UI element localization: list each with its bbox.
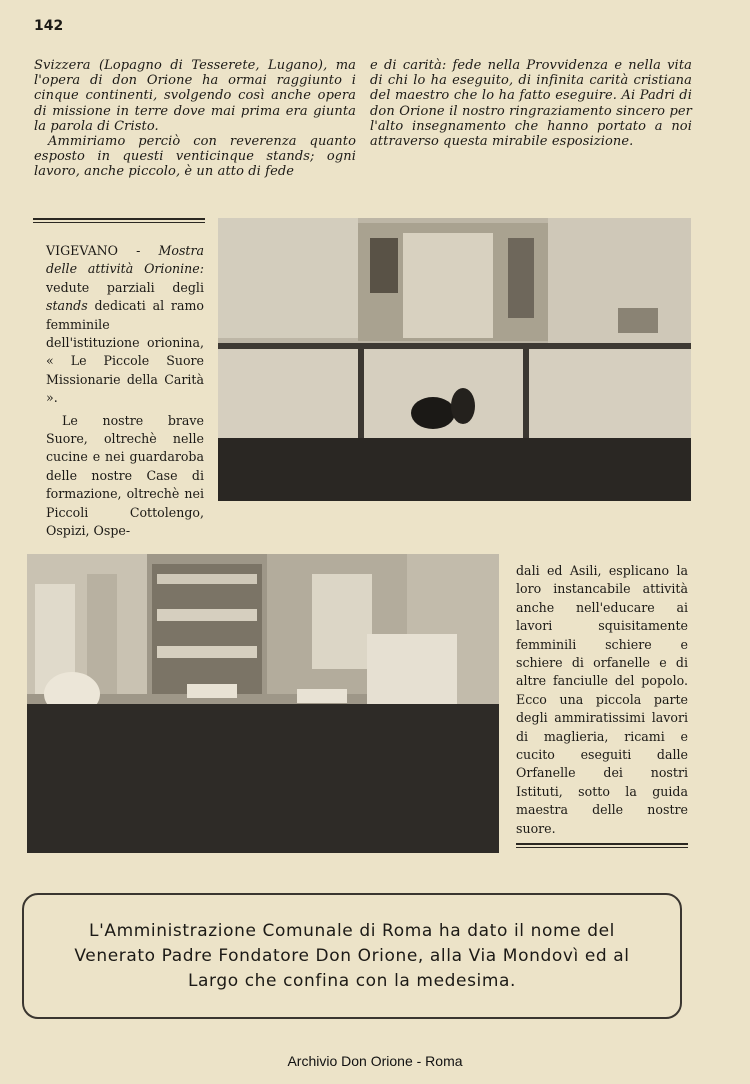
photo-caption-continued	[516, 562, 688, 838]
exhibition-photo-2	[27, 554, 499, 853]
divider-rule	[33, 222, 205, 223]
exhibition-photo-1	[218, 218, 691, 501]
divider-rule	[516, 843, 688, 845]
caption-body-right: dali ed Asili, esplicano la loro instancabile attività anche nell'educare ai lavori squisitamente femminili schiere e schiere di orfanelle e di altre fanciulle del popolo. Ecco una piccola parte degli ammiratissimi lavori di maglieria, ricami e cucito eseguiti dalle Orfanelle dei nostri Istituti, sotto la guida maestra delle nostre suore.	[516, 563, 688, 836]
top-right-column	[370, 58, 692, 149]
notice-box	[22, 893, 682, 1019]
caption-title: Mostra delle attività Orionine:	[46, 243, 204, 277]
archive-footer: Archivio Don Orione - Roma	[287, 1053, 463, 1069]
paragraph: Ammiriamo perciò con reverenza quanto esposto in questi venticinque stands; ogni lavoro, anche piccolo, è un atto di fede	[34, 134, 356, 180]
photo-caption	[46, 242, 204, 541]
paragraph: e di carità: fede nella Provvidenza e nella vita di chi lo ha eseguito, di infinita carità cristiana del maestro che lo ha fatto eseguire. Ai Padri di don Orione il nostro ringraziamento sincero per l'alto insegnamento che hanno portato a noi attraverso questa mirabile esposizione.	[370, 58, 692, 150]
caption-location: VIGEVANO -	[46, 243, 141, 258]
page-number: 142	[34, 18, 64, 34]
caption-text: vedute parziali degli	[46, 279, 204, 295]
caption-stands: stands	[46, 298, 88, 314]
divider-rule	[516, 847, 688, 848]
top-left-column	[34, 58, 356, 180]
divider-rule	[33, 218, 205, 220]
caption-body-left: Le nostre brave Suore, oltrechè nelle cucine e nei guardaroba delle nostre Case di formazione, oltrechè nei Piccoli Cottolengo, Ospizi, Ospe-	[46, 412, 204, 539]
paragraph: Svizzera (Lopagno di Tesserete, Lugano), ma l'opera di don Orione ha ormai raggiunto i cinque continenti, svolgendo così anche opera di missione in terre dove mai prima era giunta la parola di Cristo.	[34, 58, 356, 134]
caption-text: dedicati al ramo femminile dell'istituzione orionina, « Le Piccole Suore Missionarie della Carità ».	[46, 298, 204, 406]
notice-text: L'Amministrazione Comunale di Roma ha dato il nome del Venerato Padre Fondatore Don Orione, alla Via Mondovì ed al Largo che confina con la medesima.	[74, 921, 630, 991]
